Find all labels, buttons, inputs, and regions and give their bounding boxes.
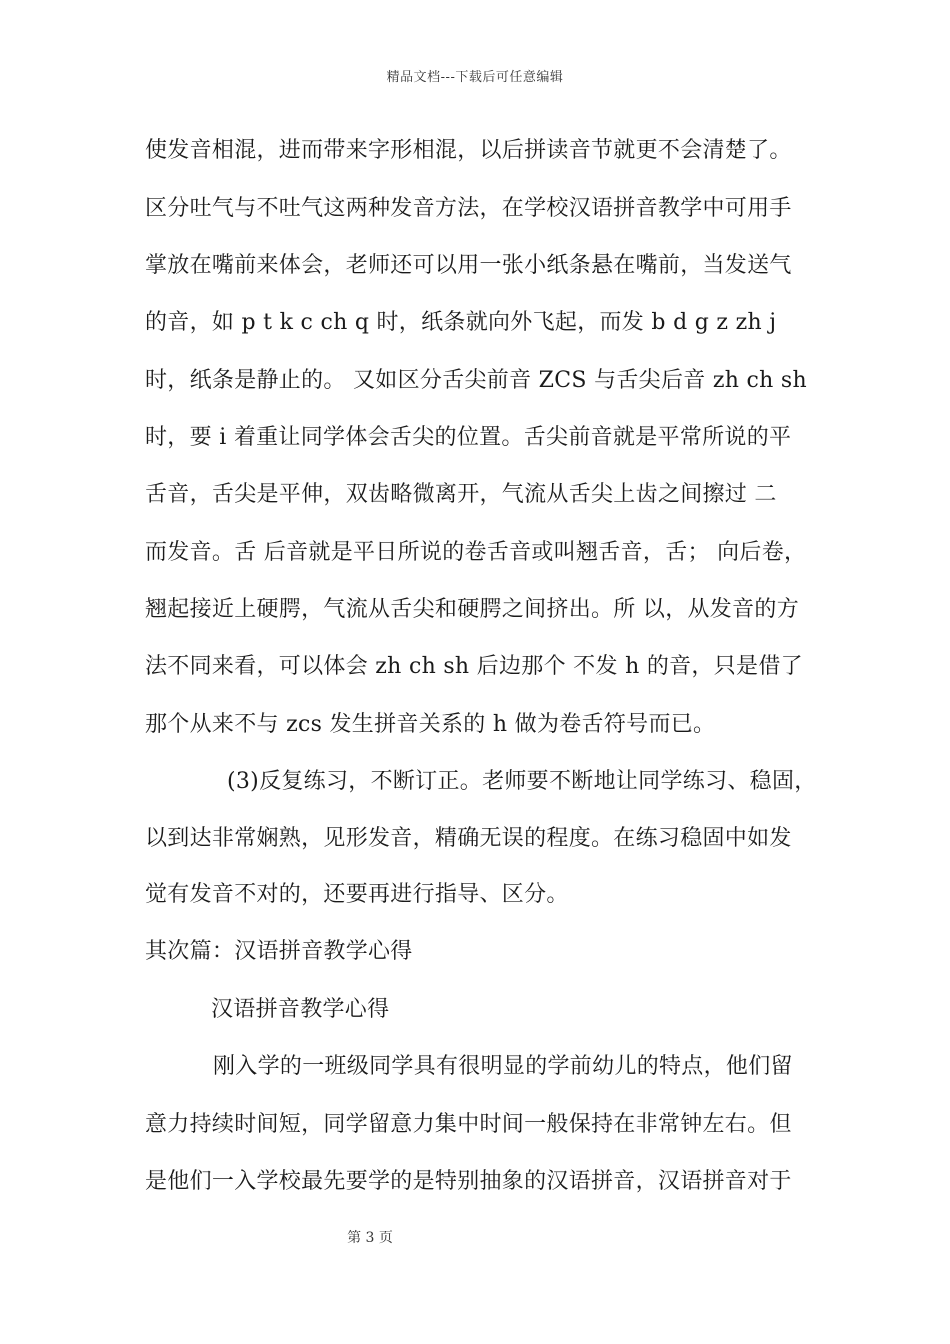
body-line: 是他们一入学校最先要学的是特别抽象的汉语拼音，汉语拼音对于 [145, 1169, 792, 1194]
section-subheading: 汉语拼音教学心得 [211, 997, 390, 1022]
body-line: 舌音，舌尖是平伸，双齿略微离开，气流从舌尖上齿之间擦过 二 [145, 482, 777, 507]
body-line: 法不同来看，可以体会 zh ch sh 后边那个 不发 h 的音，只是借了 [145, 654, 803, 679]
page-number: 第 3 页 [347, 1230, 393, 1246]
body-line: 掌放在嘴前来体会，老师还可以用一张小纸条悬在嘴前，当发送气 [145, 253, 792, 278]
body-line: 翘起接近上硬腭，气流从舌尖和硬腭之间挤出。所 以，从发音的方 [145, 597, 799, 622]
body-line: 以到达非常娴熟，见形发音，精确无误的程度。在练习稳固中如发 [145, 826, 792, 851]
body-line: 觉有发音不对的，还要再进行指导、区分。 [145, 882, 569, 907]
body-line: 意力持续时间短，同学留意力集中时间一般保持在非常钟左右。但 [145, 1112, 792, 1137]
body-line: 时，纸条是静止的。 又如区分舌尖前音 ZCS 与舌尖后音 zh ch sh [145, 368, 807, 393]
body-line: 使发音相混，进而带来字形相混，以后拼读音节就更不会清楚了。 [145, 138, 792, 163]
body-line-indented: (3)反复练习，不断订正。老师要不断地让同学练习、稳固， [227, 769, 817, 794]
body-line: 区分吐气与不吐气这两种发音方法，在学校汉语拼音教学中可用手 [145, 196, 792, 221]
section-heading: 其次篇：汉语拼音教学心得 [145, 939, 413, 964]
body-line: 的音，如 p t k c ch q 时，纸条就向外飞起，而发 b d g z zh j [145, 310, 777, 335]
page-header: 精品文档---下载后可任意编辑 [386, 70, 564, 85]
body-line-indented: 刚入学的一班级同学具有很明显的学前幼儿的特点，他们留 [213, 1054, 793, 1079]
body-line: 而发音。舌 后音就是平日所说的卷舌音或叫翘舌音，舌； 向后卷， [145, 540, 807, 565]
body-line: 那个从来不与 zcs 发生拼音关系的 h 做为卷舌符号而已。 [145, 712, 716, 737]
body-line: 时，要 i 着重让同学体会舌尖的位置。舌尖前音就是平常所说的平 [145, 425, 792, 450]
